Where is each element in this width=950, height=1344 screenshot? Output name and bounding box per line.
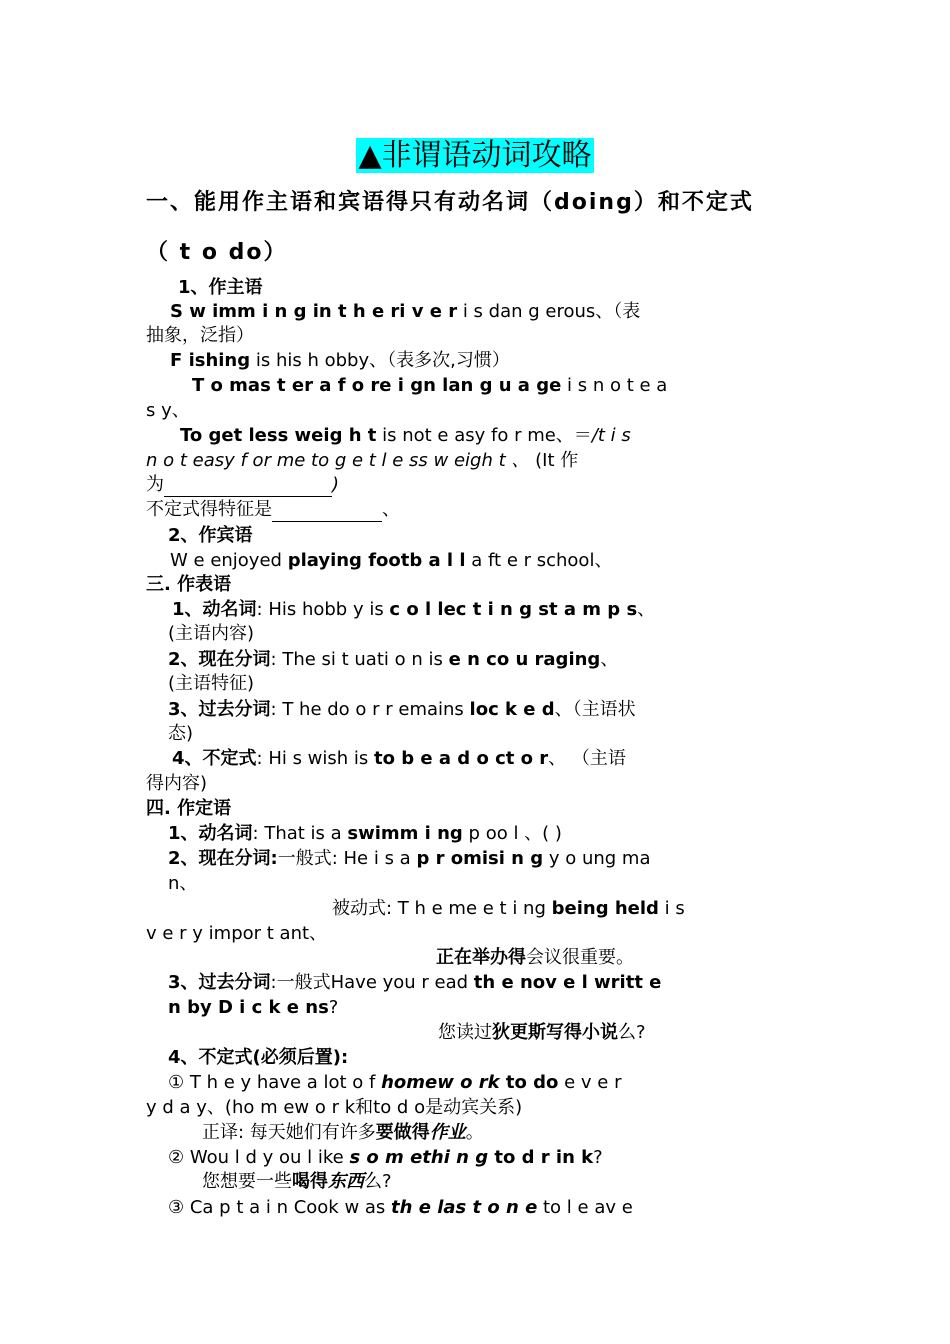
attributive-example-2: ② Wou l d y ou l ike s o m ethi n g to d r in k? bbox=[168, 1147, 603, 1168]
subject-example-2: F ishing is his h obby、（表多次,习惯） bbox=[170, 350, 510, 371]
attributive-item-2-cont: n、 bbox=[168, 873, 198, 894]
attributive-item-3-translation: 您读过狄更斯写得小说么? bbox=[438, 1022, 646, 1043]
attributive-item-3-cont: n by D i c k e ns? bbox=[168, 997, 339, 1018]
subject-example-3: T o mas t er a f o re i gn lan g u a ge i s n o t e a bbox=[192, 375, 668, 396]
attributive-item-2: 2、现在分词:一般式: He i s a p r omisi n g y o ung ma bbox=[168, 848, 651, 869]
attributive-item-4-label: 4、不定式(必须后置): bbox=[168, 1047, 349, 1068]
subject-example-4-cont: n o t easy f or me to g e t l e ss w eigh t 、 (It 作 bbox=[146, 450, 579, 471]
subject-label: 1、作主语 bbox=[178, 277, 263, 298]
attributive-item-2-passive: 被动式: T h e me e t i ng being held i s bbox=[332, 898, 685, 919]
attributive-item-3: 3、过去分词:一般式Have you r ead th e nov e l writt e bbox=[168, 972, 662, 993]
predicative-item-1: 1、动名词: His hobb y is c o l lec t i n g st a m p s、 bbox=[172, 599, 656, 620]
attributive-item-2-passive-cont: v e r y impor t ant、 bbox=[146, 923, 328, 944]
predicative-item-1-note: (主语内容) bbox=[168, 623, 255, 644]
attributive-example-1-translation: 正译: 每天她们有许多要做得作业。 bbox=[202, 1122, 484, 1143]
object-label: 2、作宾语 bbox=[168, 525, 253, 546]
section-heading-1-cont: （ t o do） bbox=[146, 240, 288, 265]
attributive-heading: 四. 作定语 bbox=[146, 798, 232, 819]
infinitive-feature-line: 不定式得特征是 、 bbox=[146, 499, 400, 520]
attributive-example-3: ③ Ca p t a i n Cook w as th e las t o n e to l e av e bbox=[168, 1197, 633, 1218]
page-title: ▲非谓语动词攻略 bbox=[358, 138, 592, 173]
subject-example-3-cont: s y、 bbox=[146, 400, 190, 421]
predicative-item-4-note: 得内容) bbox=[146, 773, 208, 794]
predicative-heading: 三. 作表语 bbox=[146, 574, 232, 595]
object-example: W e enjoyed playing footb a l l a ft e r school、 bbox=[170, 550, 613, 571]
subject-example-1-cont: 抽象，泛指） bbox=[146, 325, 254, 346]
subject-example-4-cont2: 为 ) bbox=[146, 474, 340, 495]
attributive-item-1: 1、动名词: That is a swimm i ng p oo l 、( ) bbox=[168, 823, 562, 844]
subject-example-1: S w imm i n g in t h e ri v e r i s dan g erous、（表 bbox=[170, 301, 641, 322]
section-heading-1: 一、能用作主语和宾语得只有动名词（doing）和不定式 bbox=[146, 190, 754, 215]
fill-blank-2[interactable] bbox=[272, 503, 382, 522]
fill-blank-1[interactable] bbox=[164, 478, 332, 497]
attributive-item-2-translation: 正在举办得会议很重要。 bbox=[436, 947, 634, 968]
predicative-item-2: 2、现在分词: The si t uati o n is e n co u raging、 bbox=[168, 649, 619, 670]
attributive-example-1-cont: y d a y、(ho m ew o r k和to d o是动宾关系) bbox=[146, 1097, 523, 1118]
attributive-example-2-translation: 您想要一些喝得东西么? bbox=[202, 1171, 392, 1192]
attributive-example-1: ① T h e y have a lot o f homew o rk to do e v e r bbox=[168, 1072, 622, 1093]
predicative-item-4: 4、不定式: Hi s wish is to b e a d o ct o r、 （主语 bbox=[172, 748, 626, 769]
subject-example-4: To get less weig h t is not e asy fo r me、＝/t i s bbox=[180, 425, 631, 446]
predicative-item-3-note: 态) bbox=[168, 723, 194, 744]
predicative-item-2-note: (主语特征) bbox=[168, 673, 255, 694]
predicative-item-3: 3、过去分词: T he do o r r emains loc k e d、（主语状 bbox=[168, 699, 636, 720]
